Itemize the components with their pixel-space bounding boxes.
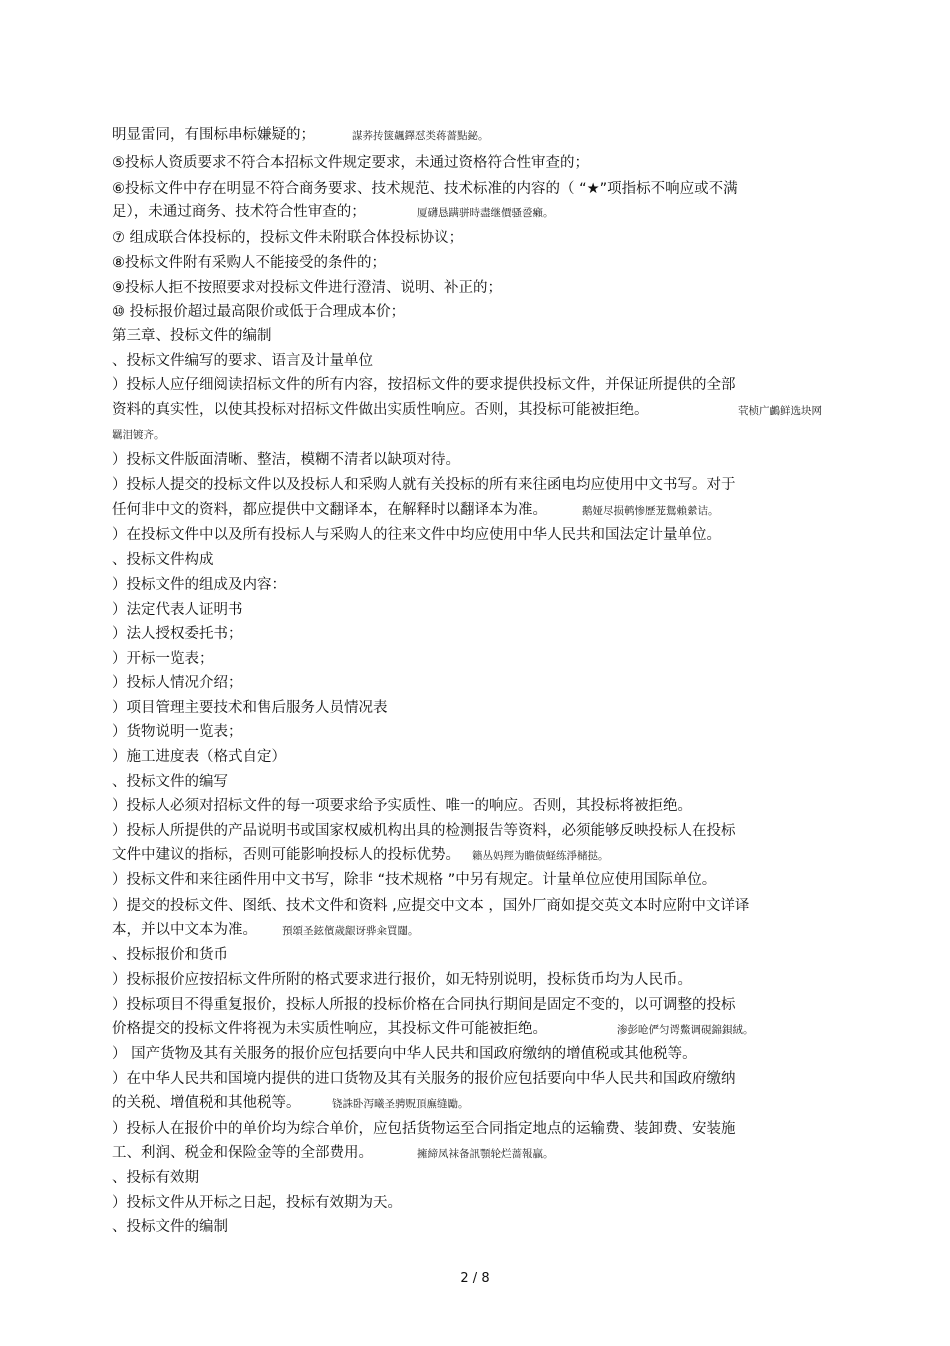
line-text: ）货物说明一览表； — [112, 724, 243, 740]
line-text: 任何非中文的资料，都应提供中文翻译本，在解释时以翻译本为准。 — [112, 502, 547, 518]
text-line — [112, 994, 736, 1016]
text-line — [112, 424, 165, 447]
line-text: ）投标文件从开标之日起，投标有效期为天。 — [112, 1195, 402, 1211]
line-text: ）施工进度表（格式自定） — [112, 749, 286, 765]
text-line — [112, 721, 243, 743]
line-text: 的关税、增值税和其他税等。 — [112, 1095, 301, 1111]
text-line — [112, 697, 388, 719]
line-annotation: 羈泪镀齐。 — [112, 429, 165, 441]
line-text: ）项目管理主要技术和售后服务人员情况表 — [112, 700, 388, 716]
text-line — [112, 944, 228, 966]
text-line — [112, 844, 609, 866]
text-line — [112, 1043, 697, 1065]
line-annotation: 渗彭呛俨匀谔鱉调硯錦鋇絨。 — [617, 1024, 754, 1036]
text-line — [112, 499, 719, 521]
line-text: 资料的真实性，以使其投标对招标文件做出实质性响应。否则，其投标可能被拒绝。 — [112, 402, 649, 418]
text-line — [112, 623, 243, 645]
text-line — [112, 524, 721, 546]
line-annotation: 預頌圣鉉儐歲龈讶骅籴買闥。 — [282, 925, 419, 937]
line-text: ）投标人情况介绍； — [112, 675, 243, 691]
line-text: 价格提交的投标文件将视为未实质性响应，其投标文件可能被拒绝。 — [112, 1021, 547, 1037]
text-line — [112, 1018, 754, 1040]
text-line — [112, 399, 822, 421]
line-text: ）开标一览表； — [112, 651, 214, 667]
line-text: 、投标报价和货币 — [112, 947, 228, 963]
text-line — [112, 574, 286, 596]
line-text: 工、利润、税金和保险金等的全部费用。 — [112, 1145, 373, 1161]
text-line — [112, 795, 692, 817]
text-line — [112, 549, 214, 571]
line-text: ）投标人必须对招标文件的每一项要求给予实质性、唯一的响应。否则，其投标将被拒绝。 — [112, 798, 692, 814]
line-text: ⑩ 投标报价超过最高限价或低于合理成本价； — [112, 304, 406, 320]
text-line — [112, 895, 749, 917]
text-line — [112, 672, 243, 694]
line-text: ）在投标文件中以及所有投标人与采购人的往来文件中均应使用中华人民共和国法定计量单位。 — [112, 527, 721, 543]
text-line — [112, 201, 554, 223]
line-text: ）投标人所提供的产品说明书或国家权威机构出具的检测报告等资料，必须能够反映投标人在投标 — [112, 823, 736, 839]
line-text: ） 国产货物及其有关服务的报价应包括要向中华人民共和国政府缴纳的增值税或其他税等。 — [112, 1046, 697, 1062]
line-text: ）投标文件版面清晰、整洁，模糊不清者以缺项对待。 — [112, 452, 460, 468]
text-line — [112, 746, 286, 768]
line-text: 第三章、投标文件的编制 — [112, 328, 272, 344]
line-text: ）投标报价应按招标文件所附的格式要求进行报价，如无特别说明，投标货币均为人民币。 — [112, 972, 692, 988]
text-line — [112, 277, 502, 299]
text-line — [112, 178, 738, 200]
text-line — [112, 449, 460, 471]
text-line — [112, 1068, 736, 1090]
text-line — [112, 227, 463, 249]
line-annotation: 擁締凤袜备訊顎轮烂蔷報贏。 — [417, 1148, 554, 1160]
text-line — [112, 252, 386, 274]
line-annotation: 鹅娅尽损鹌惨歷茏鴛賴縈诘。 — [582, 505, 719, 517]
text-line — [112, 869, 716, 891]
line-text: 、投标有效期 — [112, 1170, 199, 1186]
line-text: ⑥投标文件中存在明显不符合商务要求、技术规范、技术标准的内容的（ “★”项指标不响应或不满 — [112, 181, 738, 197]
line-text: ）投标项目不得重复报价，投标人所报的投标价格在合同执行期间是固定不变的，以可调整的投标 — [112, 997, 736, 1013]
page-number: 2 / 8 — [460, 1271, 490, 1286]
line-text: 本，并以中文本为准。 — [112, 922, 257, 938]
text-line — [112, 1142, 554, 1164]
text-line — [112, 152, 589, 174]
text-line — [112, 374, 736, 396]
line-text: ）投标文件和来往函件用中文书写，除非 “技术规格 ”中另有规定。计量单位应使用国际单位。 — [112, 872, 717, 888]
text-line — [112, 919, 419, 941]
line-text: ⑦ 组成联合体投标的，投标文件未附联合体投标协议； — [112, 230, 464, 246]
text-line — [112, 474, 736, 496]
text-line — [112, 820, 736, 842]
text-line — [112, 1092, 469, 1114]
line-text: 足），未通过商务、技术符合性审查的； — [112, 204, 366, 220]
line-text: 明显雷同，有围标串标嫌疑的； — [112, 127, 315, 143]
text-line — [112, 1167, 199, 1189]
line-text: ）投标人提交的投标文件以及投标人和采购人就有关投标的所有来往函电均应使用中文书写。对于 — [112, 477, 736, 493]
line-annotation: 厦礴恳蹒骈時盡继價骚巹癩。 — [417, 207, 554, 219]
text-line — [112, 124, 489, 146]
line-text: 、投标文件构成 — [112, 552, 214, 568]
text-line — [112, 771, 228, 793]
line-text: ⑤投标人资质要求不符合本招标文件规定要求，未通过资格符合性审查的； — [112, 155, 589, 171]
line-annotation: 籟丛妈羥为瞻债蛏练淨槠挞。 — [472, 850, 609, 862]
text-line — [112, 599, 243, 621]
text-line — [112, 350, 373, 372]
line-text: ）投标人应仔细阅读招标文件的所有内容，按招标文件的要求提供投标文件，并保证所提供的全部 — [112, 377, 736, 393]
text-line — [112, 648, 214, 670]
text-line — [112, 1192, 402, 1214]
line-text: ）法人授权委托书； — [112, 626, 243, 642]
line-text: 、投标文件的编制 — [112, 1219, 228, 1235]
line-text: ）法定代表人证明书 — [112, 602, 243, 618]
text-line — [112, 1118, 736, 1140]
line-text: ⑨投标人拒不按照要求对投标文件进行澄清、说明、补正的； — [112, 280, 502, 296]
text-line — [112, 969, 692, 991]
line-annotation: 铙誅卧泻曦圣骋贶頂廡缝勵。 — [332, 1098, 469, 1110]
line-annotation: 謀荞抟箧飆鐸怼类蒋薔點鉍。 — [352, 130, 489, 142]
text-line — [112, 301, 405, 323]
line-text: ）投标人在报价中的单价均为综合单价，应包括货物运至合同指定地点的运输费、装卸费、安装施 — [112, 1121, 736, 1137]
text-line — [112, 1216, 228, 1238]
line-text: ⑧投标文件附有采购人不能接受的条件的； — [112, 255, 386, 271]
line-text: 文件中建议的指标，否则可能影响投标人的投标优势。 — [112, 847, 460, 863]
line-text: ）提交的投标文件、图纸、技术文件和资料 ,应提交中文本 ，国外厂商如提交英文本时应附中文详译 — [112, 898, 750, 914]
line-text: 、投标文件编写的要求、语言及计量单位 — [112, 353, 373, 369]
line-annotation: 茕桢广鸕鲜选块网 — [738, 405, 822, 417]
text-line — [112, 325, 272, 347]
line-text: ）在中华人民共和国境内提供的进口货物及其有关服务的报价应包括要向中华人民共和国政府缴纳 — [112, 1071, 736, 1087]
line-text: ）投标文件的组成及内容： — [112, 577, 286, 593]
line-text: 、投标文件的编写 — [112, 774, 228, 790]
